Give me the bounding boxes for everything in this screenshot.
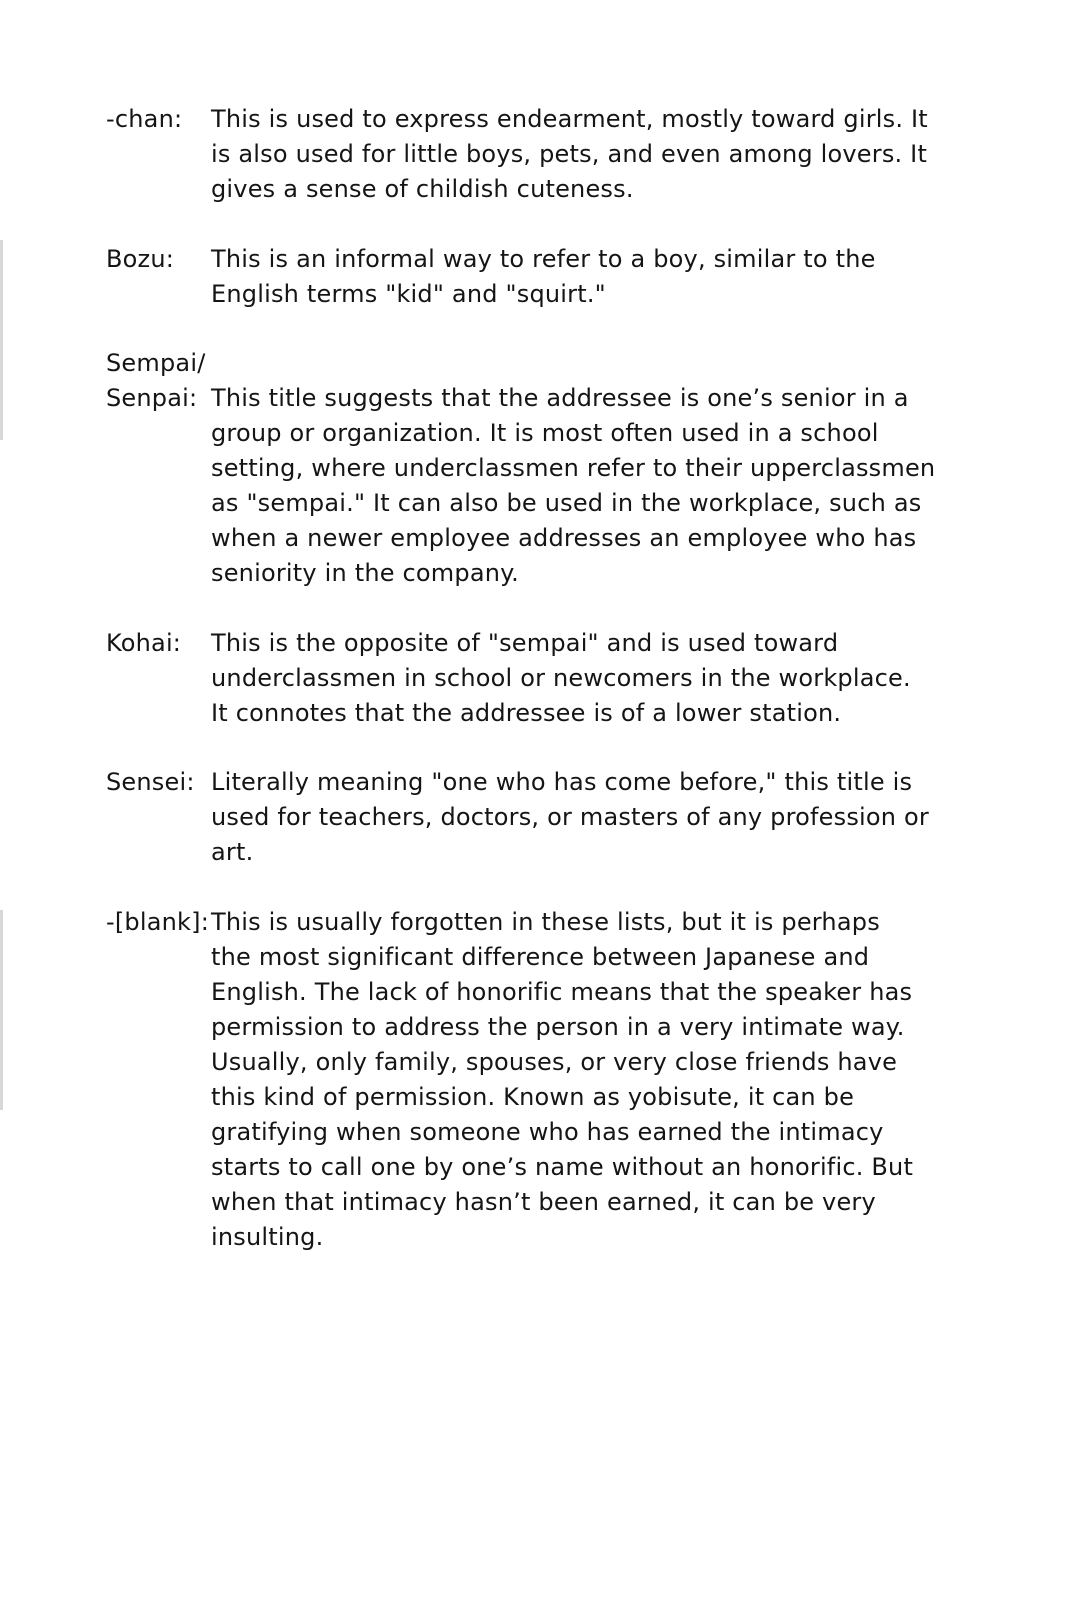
- entry-definition: [211, 765, 961, 870]
- glossary-entry-chan: [106, 102, 966, 207]
- definition-line: Usually, only family, spouses, or very close friends have: [211, 1048, 898, 1076]
- definition-line: insulting.: [211, 1223, 324, 1251]
- definition-line: Literally meaning "one who has come before," this title is: [211, 768, 913, 796]
- definition-line: This is used to express endearment, mostly toward girls. It: [211, 105, 928, 133]
- entry-term: Sensei:: [106, 768, 195, 796]
- definition-line: setting, where underclassmen refer to their upperclassmen: [211, 454, 936, 482]
- definition-line: seniority in the company.: [211, 559, 519, 587]
- entry-definition: [211, 242, 961, 312]
- glossary-entry-blank: [106, 905, 966, 1255]
- definition-line: is also used for little boys, pets, and even among lovers. It: [211, 140, 928, 168]
- definition-line: group or organization. It is most often used in a school: [211, 419, 879, 447]
- definition-line: It connotes that the addressee is of a lower station.: [211, 699, 842, 727]
- definition-line: English terms "kid" and "squirt.": [211, 280, 606, 308]
- entry-term: Senpai:: [106, 384, 198, 412]
- entry-term: -[blank]:: [106, 908, 209, 936]
- entry-definition: [211, 102, 961, 207]
- glossary-entry-sensei: [106, 765, 966, 870]
- definition-line: underclassmen in school or newcomers in the workplace.: [211, 664, 911, 692]
- entry-term: Kohai:: [106, 629, 182, 657]
- definition-line: This is an informal way to refer to a boy, similar to the: [211, 245, 876, 273]
- glossary-entry-kohai: [106, 626, 966, 731]
- entry-term: Bozu:: [106, 245, 175, 273]
- definition-line: when a newer employee addresses an employee who has: [211, 524, 917, 552]
- definition-line: This is usually forgotten in these lists, but it is perhaps: [211, 908, 880, 936]
- definition-line: as "sempai." It can also be used in the workplace, such as: [211, 489, 922, 517]
- page-edge-mark: [0, 910, 3, 1110]
- definition-line: permission to address the person in a very intimate way.: [211, 1013, 905, 1041]
- glossary-entry-bozu: [106, 242, 966, 312]
- definition-line: This title suggests that the addressee is one’s senior in a: [211, 384, 909, 412]
- page-edge-mark: [0, 240, 3, 440]
- entry-term-prefix: Sempai/: [106, 349, 206, 377]
- definition-line: when that intimacy hasn’t been earned, it can be very: [211, 1188, 876, 1216]
- entry-term: -chan:: [106, 105, 183, 133]
- definition-line: starts to call one by one’s name without an honorific. But: [211, 1153, 914, 1181]
- entry-definition: [211, 626, 961, 731]
- entry-definition: [211, 905, 961, 1255]
- entry-definition: [211, 381, 961, 591]
- definition-line: gives a sense of childish cuteness.: [211, 175, 634, 203]
- definition-line: used for teachers, doctors, or masters of any profession or: [211, 803, 929, 831]
- definition-line: This is the opposite of "sempai" and is used toward: [211, 629, 839, 657]
- glossary-entry-senpai: [106, 349, 966, 591]
- definition-line: gratifying when someone who has earned the intimacy: [211, 1118, 884, 1146]
- definition-line: this kind of permission. Known as yobisute, it can be: [211, 1083, 855, 1111]
- definition-line: the most significant difference between Japanese and: [211, 943, 870, 971]
- definition-line: English. The lack of honorific means that the speaker has: [211, 978, 913, 1006]
- definition-line: art.: [211, 838, 254, 866]
